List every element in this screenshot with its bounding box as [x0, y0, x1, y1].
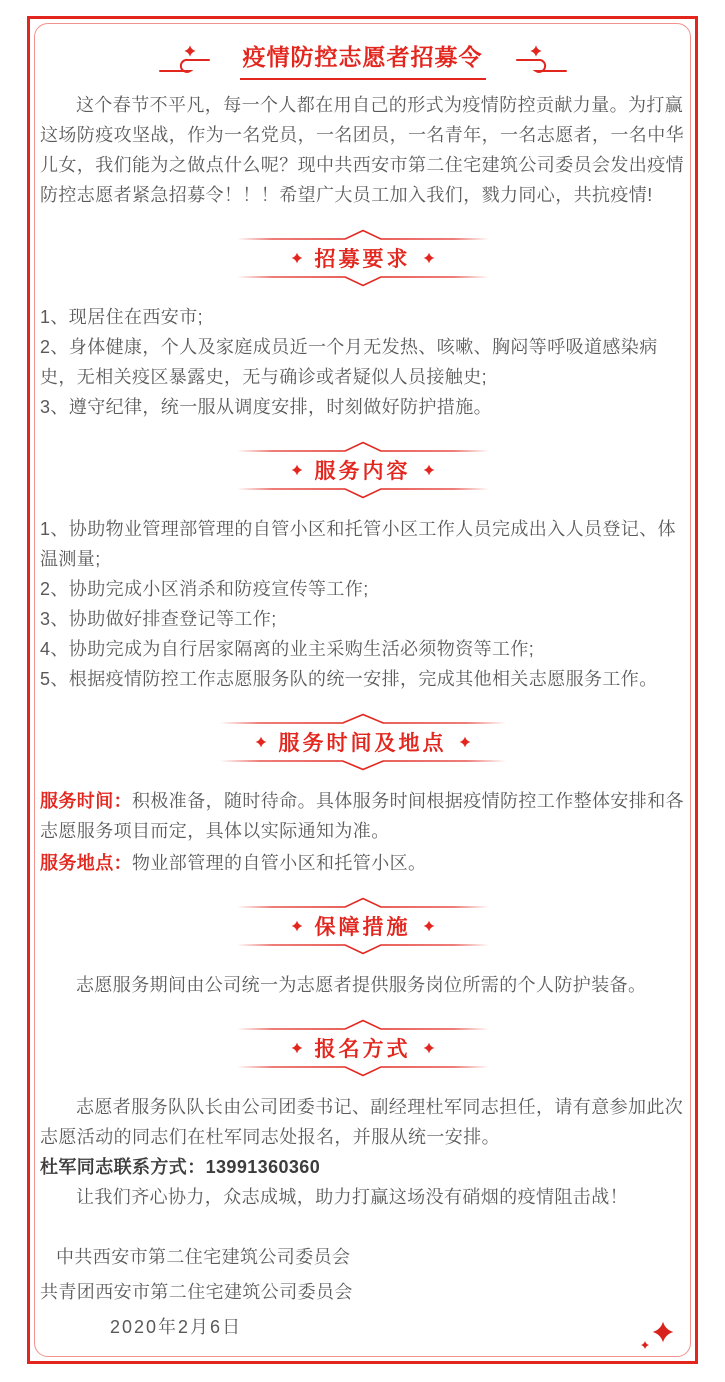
diamond-star-icon: [423, 920, 435, 932]
diamond-star-icon: [255, 736, 267, 748]
diamond-star-icon: [459, 736, 471, 748]
service-place-label: 服务地点：: [40, 853, 132, 873]
section-header-service-content: [237, 440, 489, 500]
service-time-place-block: [40, 786, 685, 878]
chevron-down-line-icon: [237, 1065, 489, 1078]
title-row: [40, 39, 685, 80]
cloud-scroll-icon: [152, 43, 214, 77]
service-time-text: 积极准备，随时待命。具体服务时间根据疫情防控工作整体安排和各志愿服务项目而定，具体以实际通知为准。: [40, 791, 684, 841]
list-item: 3、协助做好排查登记等工作;: [40, 609, 277, 629]
section-header-service-time-place: [220, 712, 506, 772]
section-title-row: [237, 909, 489, 943]
section-title: 服务内容: [314, 460, 411, 483]
chevron-down-line-icon: [237, 943, 489, 956]
section-header-guarantee-measures: [237, 896, 489, 956]
chevron-up-line-icon: [237, 440, 489, 453]
signature-date: 2020年2月6日: [110, 1317, 243, 1337]
poster-frame: [27, 16, 698, 1364]
contact-line: 杜军同志联系方式：13991360360: [40, 1157, 321, 1177]
chevron-down-line-icon: [237, 487, 489, 500]
closing-slogan: 让我们齐心协力，众志成城，助力打赢这场没有硝烟的疫情阻击战！: [76, 1187, 628, 1207]
signup-block: [40, 1092, 685, 1212]
diamond-star-icon: [423, 252, 435, 264]
diamond-star-icon: [291, 464, 303, 476]
section-header-recruitment-requirements: [237, 228, 489, 288]
section-header-signup-method: [237, 1018, 489, 1078]
signature-party-committee: 中共西安市第二住宅建筑公司委员会: [56, 1247, 351, 1267]
section-title-row: [237, 453, 489, 487]
cloud-scroll-icon: [512, 43, 574, 77]
diamond-star-icon: [291, 252, 303, 264]
section-title-row: [220, 725, 506, 759]
chevron-down-line-icon: [220, 759, 506, 772]
list-item: 1、协助物业管理部管理的自管小区和托管小区工作人员完成出入人员登记、体温测量;: [40, 519, 677, 569]
chevron-up-line-icon: [237, 228, 489, 241]
list-item: 2、身体健康，个人及家庭成员近一个月无发热、咳嗽、胸闷等呼吸道感染病史，无相关疫区暴露史，无与确诊或者疑似人员接触史;: [40, 337, 658, 387]
service-time-label: 服务时间：: [40, 791, 132, 811]
signup-paragraph: 志愿者服务队队长由公司团委书记、副经理杜军同志担任，请有意参加此次志愿活动的同志们在杜军同志处报名，并服从统一安排。: [40, 1097, 684, 1147]
list-item: 4、协助完成为自行居家隔离的业主采购生活必须物资等工作;: [40, 639, 535, 659]
list-item: 2、协助完成小区消杀和防疫宣传等工作;: [40, 579, 369, 599]
list-item: 5、根据疫情防控工作志愿服务队的统一安排，完成其他相关志愿服务工作。: [40, 669, 658, 689]
section-title: 服务时间及地点: [278, 732, 447, 755]
chevron-down-line-icon: [237, 275, 489, 288]
list-item: 1、现居住在西安市;: [40, 307, 204, 327]
diamond-star-icon: [291, 1042, 303, 1054]
section-title: 报名方式: [314, 1038, 411, 1061]
requirements-list: [40, 302, 685, 422]
intro-paragraph: 这个春节不平凡，每一个人都在用自己的形式为疫情防控贡献力量。为打赢这场防疫攻坚战，作为一名党员，一名团员，一名青年，一名志愿者，一名中华儿女，我们能为之做点什么呢？现中共西安市第二住宅建筑公司委员会发出疫情防控志愿者紧急招募令！！！希望广大员工加入我们，戮力同心，共抗疫情!: [40, 95, 684, 205]
service-time-paragraph: [40, 786, 685, 846]
service-content-list: [40, 514, 685, 694]
diamond-star-icon: [423, 464, 435, 476]
poster-content: [40, 39, 685, 1345]
section-title: 招募要求: [314, 248, 411, 271]
service-place-paragraph: [40, 848, 685, 878]
list-item: 3、遵守纪律，统一服从调度安排，时刻做好防护措施。: [40, 397, 493, 417]
sparkle-icon: [637, 1319, 677, 1353]
chevron-up-line-icon: [237, 1018, 489, 1031]
section-title-row: [237, 1031, 489, 1065]
service-place-text: 物业部管理的自管小区和托管小区。: [132, 853, 427, 873]
diamond-star-icon: [423, 1042, 435, 1054]
guarantee-paragraph: 志愿服务期间由公司统一为志愿者提供服务岗位所需的个人防护装备。: [76, 975, 647, 995]
signature-youth-league: 共青团西安市第二住宅建筑公司委员会: [40, 1282, 353, 1302]
page-title: 疫情防控志愿者招募令: [240, 39, 486, 80]
chevron-up-line-icon: [237, 896, 489, 909]
section-title-row: [237, 241, 489, 275]
chevron-up-line-icon: [220, 712, 506, 725]
section-title: 保障措施: [314, 916, 411, 939]
diamond-star-icon: [291, 920, 303, 932]
signature-footer: [40, 1240, 685, 1345]
